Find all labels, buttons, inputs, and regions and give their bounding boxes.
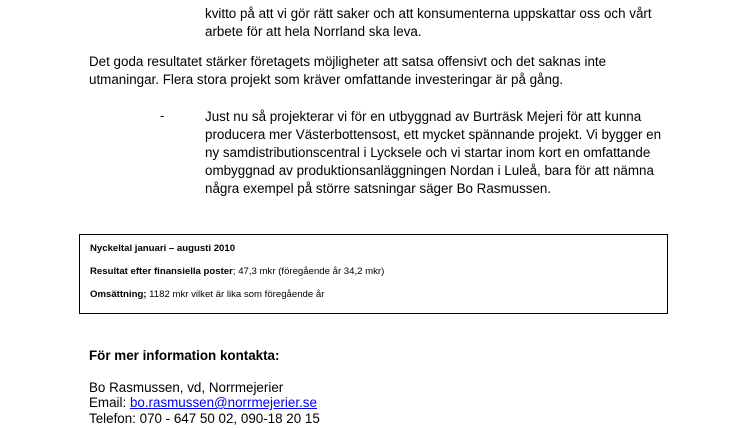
- contact-phone: Telefon: 070 - 647 50 02, 090-18 20 15: [89, 411, 320, 426]
- keyfigures-revenue: [90, 289, 324, 301]
- contact-name: Bo Rasmussen, vd, Norrmejerier: [89, 380, 284, 395]
- text-line: Just nu så projekterar vi för en utbyggnad av Burträsk Mejeri för att kunna: [205, 109, 642, 124]
- contact-heading: För mer information kontakta:: [89, 348, 280, 363]
- text-line: utmaningar. Flera stora projekt som kräver omfattande investeringar är på gång.: [89, 72, 564, 87]
- text-line: producera mer Västerbottensost, ett mycket spännande projekt. Vi bygger en: [205, 127, 662, 142]
- result-label: Resultat efter finansiella poster: [90, 266, 233, 277]
- keyfigures-box: [79, 234, 668, 314]
- revenue-label: Omsättning;: [90, 289, 147, 300]
- email-link[interactable]: bo.rasmussen@norrmejerier.se: [129, 395, 317, 410]
- email-label: Email:: [89, 395, 130, 410]
- bullet-marker: -: [160, 108, 165, 123]
- text-line: ny samdistributionscentral i Lycksele och vi startar inom kort en omfattande: [205, 145, 651, 160]
- revenue-value: 1182 mkr vilket är lika som föregående år: [146, 289, 325, 300]
- text-line: ombyggnad av produktionsanläggningen Nordan i Luleå, bara för att nämna: [205, 163, 654, 178]
- text-line: några exempel på större satsningar säger Bo Rasmussen.: [205, 181, 552, 196]
- text-line: kvitto på att vi gör rätt saker och att konsumenterna uppskattar oss och vårt: [205, 6, 652, 21]
- keyfigures-result: [90, 266, 384, 278]
- keyfigures-title: Nyckeltal januari – augusti 2010: [90, 243, 236, 254]
- result-value: ; 47,3 mkr (föregående år 34,2 mkr): [232, 266, 385, 277]
- text-line: Det goda resultatet stärker företagets möjligheter att satsa offensivt och det saknas inte: [89, 54, 607, 69]
- text-line: arbete för att hela Norrland ska leva.: [205, 24, 422, 39]
